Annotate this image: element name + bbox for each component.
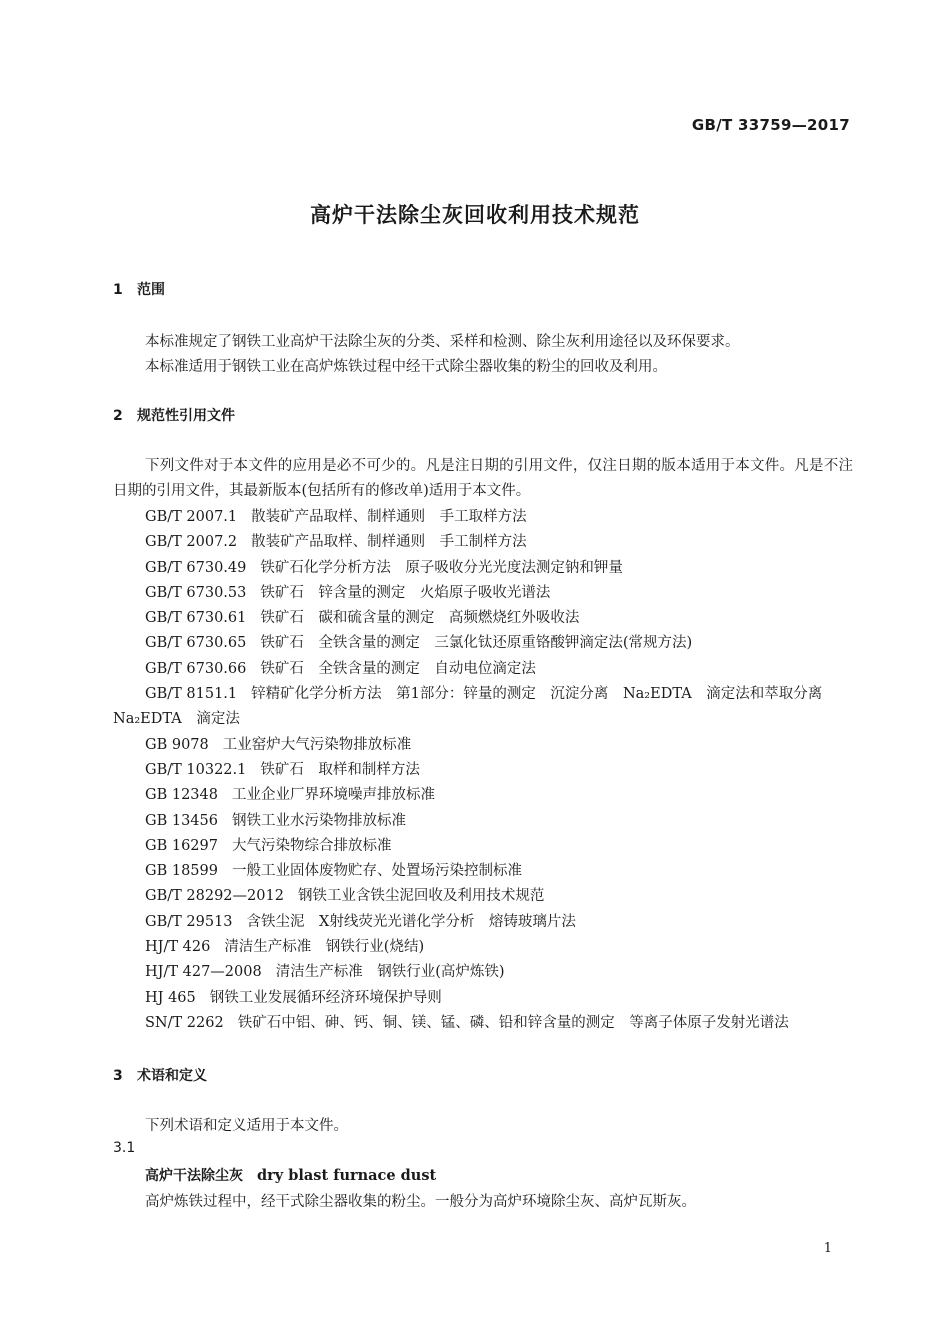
reference-code: GB/T 6730.49 (145, 559, 247, 576)
reference-title: 散装矿产品取样、制样通则 手工取样方法 (251, 509, 527, 525)
reference-item (113, 809, 853, 834)
reference-code: GB/T 8151.1 (145, 686, 238, 703)
reference-item (113, 530, 853, 555)
reference-code: HJ/T 427—2008 (145, 964, 262, 981)
section-2-intro: 下列文件对于本文件的应用是必不可少的。凡是注日期的引用文件，仅注日期的版本适用于本文件。凡是不注日期的引用文件，其最新版本(包括所有的修改单)适用于本文件。 (113, 458, 853, 499)
section-2-heading (113, 405, 235, 425)
reference-item (113, 1011, 853, 1036)
section-1-number: 1 (113, 282, 123, 298)
reference-code: GB/T 10322.1 (145, 761, 247, 778)
reference-title: 铁矿石 全铁含量的测定 自动电位滴定法 (260, 660, 536, 677)
reference-item (113, 631, 853, 656)
reference-title: 含铁尘泥 X射线荧光光谱化学分析 熔铸玻璃片法 (246, 913, 576, 930)
reference-code: GB/T 2007.2 (145, 534, 238, 551)
section-3-heading (113, 1065, 207, 1085)
section-2-number: 2 (113, 408, 123, 424)
section-3-intro: 下列术语和定义适用于本文件。 (145, 1118, 348, 1134)
reference-code: GB/T 28292—2012 (145, 888, 284, 905)
reference-title: 散装矿产品取样、制样通则 手工制样方法 (251, 534, 527, 551)
section-3-number: 3 (113, 1068, 123, 1084)
term-entry (145, 1165, 436, 1185)
reference-code: HJ 465 (145, 989, 196, 1006)
reference-code: GB/T 6730.61 (145, 610, 247, 627)
section-2-title: 规范性引用文件 (137, 408, 235, 424)
reference-title: 工业窑炉大气污染物排放标准 (222, 736, 412, 753)
reference-code: SN/T 2262 (145, 1014, 224, 1031)
reference-item (113, 783, 853, 808)
reference-title: 铁矿石 碳和硫含量的测定 高频燃烧红外吸收法 (260, 610, 580, 627)
reference-item (113, 657, 853, 682)
reference-title: 铁矿石 全铁含量的测定 三氯化钛还原重铬酸钾滴定法(常规方法) (260, 635, 693, 652)
section-1-paragraph-1: 本标准规定了钢铁工业高炉干法除尘灰的分类、采样和检测、除尘灰利用途径以及环保要求。 (145, 334, 740, 350)
reference-item (113, 935, 853, 960)
term-chinese: 高炉干法除尘灰 (145, 1168, 243, 1184)
reference-code: GB/T 2007.1 (145, 509, 238, 525)
reference-title: 铁矿石中铝、砷、钙、铜、镁、锰、磷、铅和锌含量的测定 等离子体原子发射光谱法 (237, 1014, 789, 1031)
page-number: 1 (823, 1241, 832, 1256)
reference-code: GB 13456 (145, 812, 218, 829)
reference-code: GB/T 6730.53 (145, 584, 247, 601)
reference-title: 大气污染物综合排放标准 (231, 837, 392, 854)
reference-title: 钢铁工业含铁尘泥回收及利用技术规范 (297, 888, 545, 905)
reference-title: 铁矿石 取样和制样方法 (260, 761, 420, 778)
reference-code: GB/T 6730.66 (145, 660, 247, 677)
reference-title: 清洁生产标准 钢铁行业(高炉炼铁) (275, 964, 505, 981)
reference-code: GB/T 29513 (145, 913, 233, 930)
reference-item (113, 758, 853, 783)
term-english: dry blast furnace dust (257, 1167, 437, 1184)
reference-code: GB 12348 (145, 787, 218, 804)
reference-item (113, 581, 853, 606)
reference-item (113, 733, 853, 758)
reference-item (113, 682, 853, 733)
clause-3-1-number: 3.1 (113, 1140, 136, 1156)
reference-code: GB 16297 (145, 837, 218, 854)
reference-title: 工业企业厂界环境噪声排放标准 (231, 787, 435, 804)
standard-number: GB/T 33759—2017 (691, 116, 850, 134)
reference-title: 清洁生产标准 钢铁行业(烧结) (224, 939, 425, 956)
reference-title: 铁矿石 锌含量的测定 火焰原子吸收光谱法 (260, 584, 551, 601)
reference-code: GB 9078 (145, 736, 209, 753)
reference-title: 锌精矿化学分析方法 第1部分：锌量的测定 沉淀分离 Na₂EDTA 滴定法和萃取分离 Na₂EDTA 滴定法 (113, 686, 823, 728)
section-1-paragraph-2: 本标准适用于钢铁工业在高炉炼铁过程中经干式除尘器收集的粉尘的回收及利用。 (145, 359, 667, 375)
reference-item (113, 606, 853, 631)
section-1-title: 范围 (137, 282, 165, 298)
reference-item (113, 859, 853, 884)
reference-item (113, 505, 853, 530)
reference-item (113, 960, 853, 985)
reference-code: GB 18599 (145, 863, 218, 880)
section-1-heading (113, 279, 165, 299)
reference-item (113, 986, 853, 1011)
reference-title: 钢铁工业发展循环经济环境保护导则 (209, 989, 442, 1006)
reference-list (113, 505, 853, 1036)
reference-title: 一般工业固体废物贮存、处置场污染控制标准 (231, 863, 522, 880)
reference-item (113, 910, 853, 935)
reference-item (113, 834, 853, 859)
reference-code: GB/T 6730.65 (145, 635, 247, 652)
reference-code: HJ/T 426 (145, 939, 211, 956)
section-3-title: 术语和定义 (137, 1068, 207, 1084)
reference-item (113, 556, 853, 581)
document-title: 高炉干法除尘灰回收利用技术规范 (310, 203, 640, 227)
term-definition: 高炉炼铁过程中，经干式除尘器收集的粉尘。一般分为高炉环境除尘灰、高炉瓦斯灰。 (145, 1194, 696, 1210)
reference-title: 钢铁工业水污染物排放标准 (231, 812, 406, 829)
reference-title: 铁矿石化学分析方法 原子吸收分光光度法测定钠和钾量 (260, 559, 623, 576)
reference-item (113, 884, 853, 909)
